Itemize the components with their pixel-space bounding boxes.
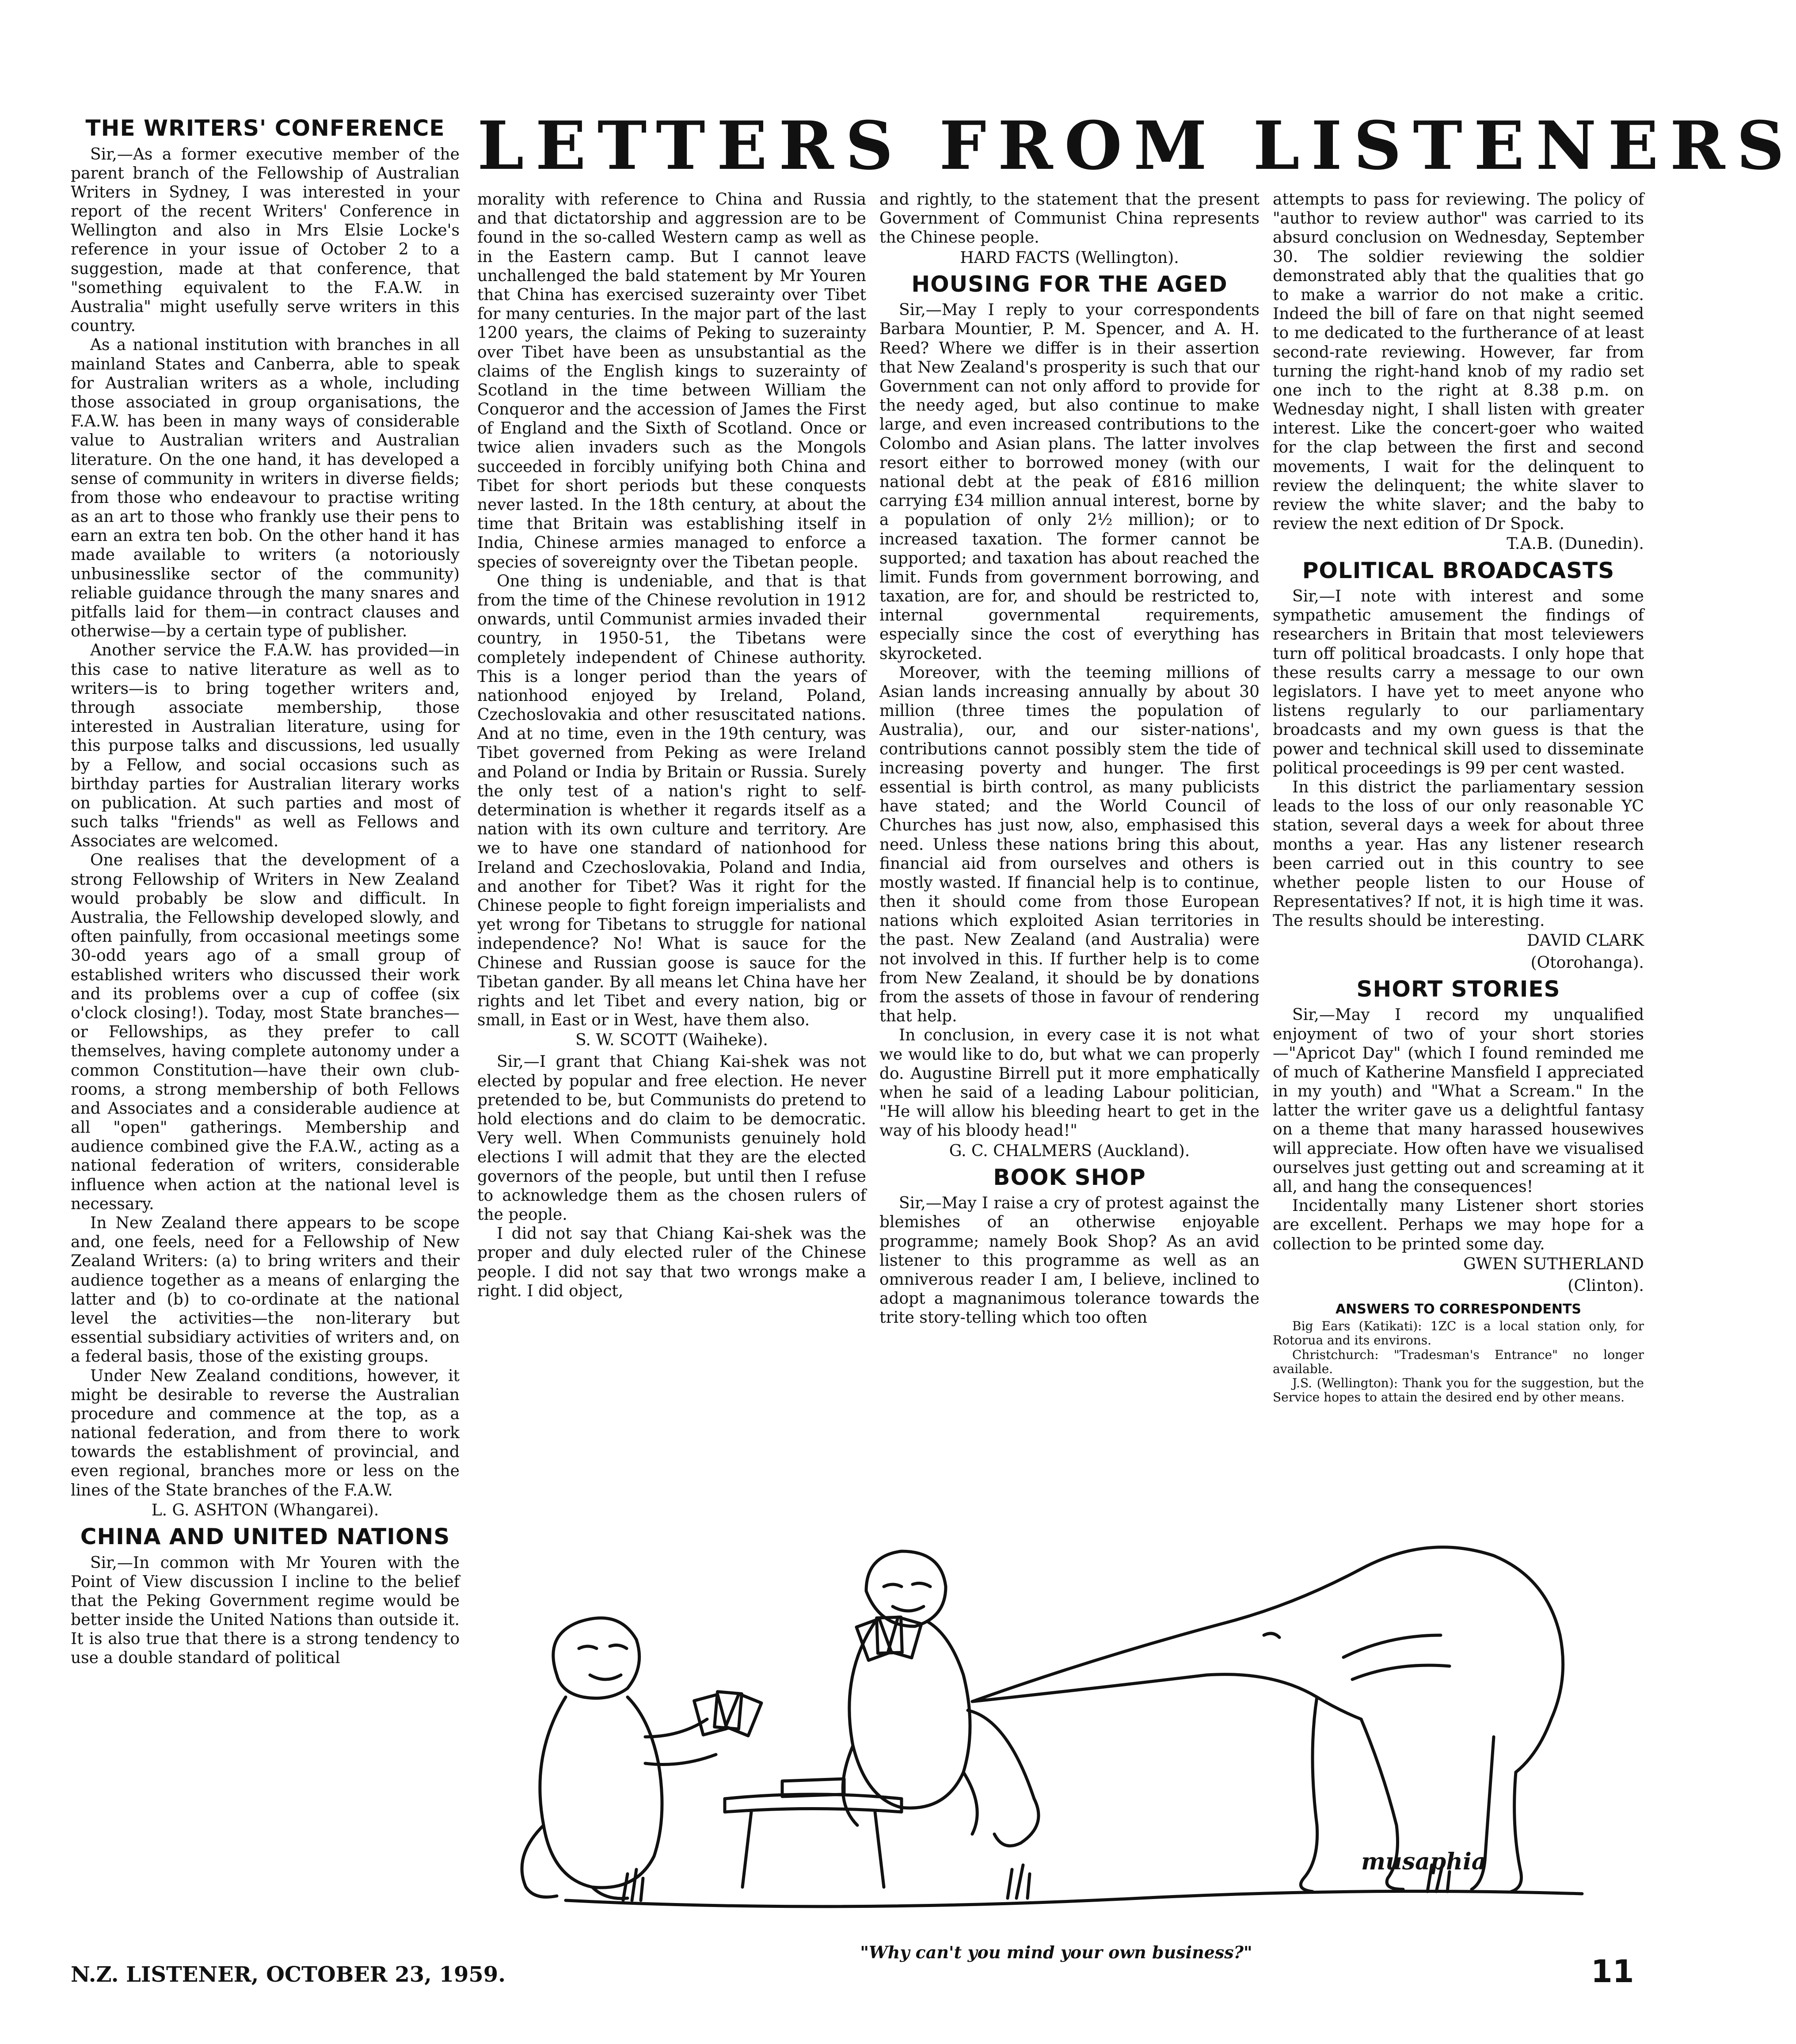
grass-drawing — [623, 1863, 1450, 1900]
heading-housing: HOUSING FOR THE AGED — [911, 271, 1228, 297]
table-drawing — [725, 1779, 902, 1887]
writers-para-6: Under New Zealand conditions, however, it might be desirable to reverse the Australian procedure and commence at the top, as a national federation, and from there to work towards the establishment of provincial, and even regional, branches more or less on the lines of the State branches of the F.A.W. — [71, 1366, 460, 1500]
writers-para-4: One realises that the development of a strong Fellowship of Writers in New Zealand would probably be slow and difficult. In Australia, the Fellowship developed slowly, and often painfully, from occasional meetings some 30-odd years ago of a small group of established writers who discussed their work and its problems over a cup of coffee (six o'clock closing!). Today, most State branches—or Fellowships, as they prefer to call themselves, having complete autonomy under a common Constitution—have their own club-rooms, a strong membership of both Fellows and Associates and a considerable audience at all "open" gatherings. Membership and audience combined give the F.A.W., acting as a national federation of writers, considerable influence when action at the national level is necessary. — [71, 851, 460, 1213]
writers-para-2: As a national institution with branches in all mainland States and Canberra, able to speak for Australian writers as a whole, including those associated in group organisations, the F.A.W. has been in many ways of considerable value to Australian writers and Australian literature. On the one hand, it has developed a sense of community in writers in diverse fields; from those who endeavour to practise writing as an art to those who frankly use their pens to earn an extra ten bob. On the other hand it has made available to writers (a notoriously unbusinesslike sector of the community) reliable guidance through the many snares and pitfalls laid for them—in contract clauses and otherwise—by a certain type of publisher. — [71, 336, 460, 641]
writers-para-5: In New Zealand there appears to be scope and, one feels, need for a Fellowship of New Zealand Writers: (a) to bring writers and their audience together as a means of enlarging the latter and (b) to co-ordinate at the national level the activities—the non-literary but essential subsidiary activities of writers and, on a federal basis, those of the existing groups. — [71, 1214, 460, 1366]
writers-signature: L. G. ASHTON (Whangarei). — [151, 1501, 379, 1519]
stories-signature: GWEN SUTHERLAND — [1463, 1255, 1644, 1273]
housing-para-1: Sir,—May I reply to your correspondents Barbara Mountier, P. M. Spencer, and A. H. Reed? Where we differ is in their assertion that New Zealand's prosperity is such that our Government can not only afford to provide for the needy aged, but also continue to make large, and even increased contributions to the Colombo and Asian plans. The latter involves resort either to borrowed money (with our national debt at the peak of £816 million carrying £34 million annual interest, borne by a population of only 2½ million); or to increased taxation. The former cannot be supported; and taxation has about reached the limit. Funds from government borrowing, and taxation, are for, and should be restricted to, internal governmental requirements, especially since the cost of everything has skyrocketed. — [879, 301, 1259, 663]
cartoon-illustration — [477, 1489, 1635, 1936]
china-reply-para-2: I did not say that Chiang Kai-shek was the proper and duly elected ruler of the Chinese people. I did not say that two wrongs make a right. I did object, — [477, 1225, 866, 1300]
writers-para-1: Sir,—As a former executive member of the parent branch of the Fellowship of Australian Writers in Sydney, I was interested in your report of the recent Writers' Conference in Wellington and also in Mrs Elsie Locke's reference in your issue of October 2 to a suggestion, made at that conference, that "something equivalent to the F.A.W. in Australia" might usefully serve writers in this country. — [71, 145, 460, 335]
heading-short-stories: SHORT STORIES — [1356, 976, 1560, 1002]
china-col2-para-1: morality with reference to China and Russia and that dictatorship and aggression are to be found in the so-called Western camp as well as in the Eastern camp. But I cannot leave unchallenged the bald statement by Mr Youren that China has exercised suzerainty over Tibet for many centuries. In the major part of the last 1200 years, the claims of Peking to suzerainty over Tibet have been as unsubstantial as the claims of the English kings to suzerainty of Scotland in the time between William the Conqueror and the accession of James the First of England and the Sixth of Scotland. Once or twice alien invaders such as the Mongols succeeded in forcibly unifying both China and Tibet for short periods but these conquests never lasted. In the 18th century, at about the time that Britain was establishing itself in India, Chinese armies managed to enforce a species of sovereignty over the Tibetan people. — [477, 190, 866, 571]
column-2 — [477, 190, 866, 1301]
masthead-title: LETTERS FROM LISTENERS — [477, 107, 1796, 185]
stories-para-2: Incidentally many Listener short stories are excellent. Perhaps we may hope for a collection to be printed some day. — [1273, 1197, 1644, 1253]
china-signature: S. W. SCOTT (Waiheke). — [575, 1031, 768, 1050]
political-signature: DAVID CLARK — [1526, 932, 1644, 950]
china-col2-para-2: One thing is undeniable, and that is that from the time of the Chinese revolution in 1912 onwards, until Communist armies invaded their country, in 1950-51, the Tibetans were completely independent of Chinese authority. This is a longer period than the years of nationhood enjoyed by Ireland, Poland, Czechoslovakia and other resuscitated nations. And at no time, even in the 19th century, was Tibet governed from Peking as were Ireland and Poland or India by Britain or Russia. Surely the only test of a nation's right to self-determination is whether it regards itself as a nation with its own culture and territory. Are we to have one standard of nationhood for Ireland and Czechoslovakia, Poland and India, and another for Tibet? Was it right for the Chinese people to fight foreign imperialists and yet wrong for Tibetans to struggle for national independence? No! What is sauce for the Chinese and Russian goose is sauce for the Tibetan gander. By all means let China have her rights and let Tibet and every nation, big or small, in East or in West, have them also. — [477, 572, 866, 1030]
bookshop-cont: attempts to pass for reviewing. The policy of "author to review author" was carried to its absurd conclusion on Wednesday, September 30. The soldier reviewing the soldier demonstrated ably that the qualities that go to make a warrior do not make a critic. Indeed the bill of fare on that night seemed to me dedicated to the furtherance of at least second-rate reviewing. However, far from turning the right-hand knob of my radio set one inch to the right at 8.38 p.m. on Wednesday night, I shall listen with greater interest. Like the concert-goer who waited for the clap between the first and second movements, I wait for the delinquent to review the delinquent; the white slaver to review the white slaver; and the baby to review the next edition of Dr Spock. — [1273, 190, 1644, 533]
answer-item-2: Christchurch: "Tradesman's Entrance" no longer available. — [1273, 1347, 1644, 1376]
writers-para-3: Another service the F.A.W. has provided—in this case to native literature as well as to writers—is to bring together writers and, through associate membership, those interested in Australian literature, using for this purpose talks and discussions, led usually by a Fellow, and social occasions such as birthday parties for Australian literary works on publication. At such parties and most of such talks "friends" as well as Fellows and Associates are welcomed. — [71, 641, 460, 851]
housing-para-3: In conclusion, in every case it is not what we would like to do, but what we can properly do. Augustine Birrell put it more emphatically when he said of a leading Labour politician, "He will allow his bleeding heart to get in the way of his bloody head!" — [879, 1026, 1259, 1140]
housing-para-2: Moreover, with the teeming millions of Asian lands increasing annually by about 30 million (three times the population of Australia), our, and our sister-nations', contributions cannot possibly stem the tide of increasing poverty and hunger. The first essential is birth control, as many publicists have stated; and the World Council of Churches has just now, also, emphasised this need. Unless these nations bring this about, financial aid from ourselves and others is mostly wasted. If financial help is to continue, then it should come from those European nations which exploited Asian territories in the past. New Zealand (and Australia) were not involved in this. If further help is to come from New Zealand, it should be by donations from the assets of those in favour of rendering that help. — [879, 663, 1259, 1026]
heading-book-shop: BOOK SHOP — [993, 1164, 1146, 1190]
cartoon-artist-signature: musaphia — [1361, 1848, 1487, 1875]
footer-publication: N.Z. LISTENER, OCTOBER 23, 1959. — [71, 1962, 506, 1987]
ground-line — [566, 1891, 1582, 1906]
stories-signature-place: (Clinton). — [1568, 1276, 1644, 1295]
page-number: 11 — [1591, 1953, 1634, 1990]
china-reply-para-1: Sir,—I grant that Chiang Kai-shek was not elected by popular and free election. He never pretended to be, but Communists do pretend to hold elections and do claim to be democratic. Very well. When Communists genuinely hold elections I will admit that they are the elected governors of the people, but until then I refuse to acknowledge them as the chosen rulers of the people. — [477, 1053, 866, 1224]
heading-china-un: CHINA AND UNITED NATIONS — [80, 1524, 450, 1549]
political-para-2: In this district the parliamentary session leads to the loss of our only reasonable YC station, several days a week for about three months a year. Has any listener research been carried out in this country to see whether people listen to our House of Representatives? If not, it is high time it was. The results should be interesting. — [1273, 778, 1644, 930]
bookshop-para: Sir,—May I raise a cry of protest against the blemishes of an otherwise enjoyable programme; namely Book Shop? As an avid listener to this programme as well as an omniverous reader I am, I believe, inclined to adopt a magnanimous tolerance towards the trite story-telling which too often — [879, 1194, 1259, 1327]
answer-item-1: Big Ears (Katikati): 1ZC is a local station only, for Rotorua and its environs. — [1273, 1319, 1644, 1348]
column-4 — [1273, 190, 1644, 1405]
stories-para-1: Sir,—May I record my unqualified enjoyment of two of your short stories—"Apricot Day" (which I found reminded me of much of Katherine Mansfield I appreciated in my youth) and "What a Scream." In the latter the writer gave us a delightful fantasy on a theme that many harassed housewives will appreciate. How often have we visualised ourselves just getting out and screaming at it all, and hang the consequences! — [1273, 1006, 1644, 1196]
china-reply-cont: and rightly, to the statement that the present Government of Communist China represents the Chinese people. — [879, 190, 1259, 247]
answers-box — [1273, 1302, 1644, 1405]
heading-political: POLITICAL BROADCASTS — [1302, 557, 1615, 583]
left-monkey-cards-drawing — [694, 1692, 761, 1736]
political-signature-place: (Otorohanga). — [1530, 953, 1644, 972]
china-reply-signature: HARD FACTS (Wellington). — [960, 248, 1179, 267]
heading-answers: ANSWERS TO CORRESPONDENTS — [1335, 1302, 1582, 1317]
left-monkey-drawing — [522, 1618, 716, 1899]
china-para-1: Sir,—In common with Mr Youren with the Point of View discussion I incline to the belief that the Peking Government regime would be better inside the United Nations than outside it. It is also true that there is a strong tendency to use a double standard of political — [71, 1553, 460, 1667]
bookshop-signature: T.A.B. (Dunedin). — [1507, 535, 1644, 553]
column-3 — [879, 190, 1259, 1328]
anteater-drawing — [972, 1547, 1563, 1892]
political-para-1: Sir,—I note with interest and some sympathetic amusement the findings of researchers in Britain that most televiewers turn off political broadcasts. I only hope that these results carry a message to our own legislators. I have yet to meet anyone who listens regularly to our parliamentary broadcasts and my own guess is that the power and technical skill used to disseminate political proceedings is 99 per cent wasted. — [1273, 587, 1644, 777]
answer-item-3: J.S. (Wellington): Thank you for the suggestion, but the Service hopes to attain the desired end by other means. — [1273, 1375, 1644, 1405]
column-1 — [71, 116, 460, 1668]
heading-writers-conference: THE WRITERS' CONFERENCE — [85, 115, 445, 141]
cartoon-caption: "Why can't you mind your own business?" — [860, 1942, 1252, 1962]
housing-signature: G. C. CHALMERS (Auckland). — [949, 1142, 1190, 1160]
